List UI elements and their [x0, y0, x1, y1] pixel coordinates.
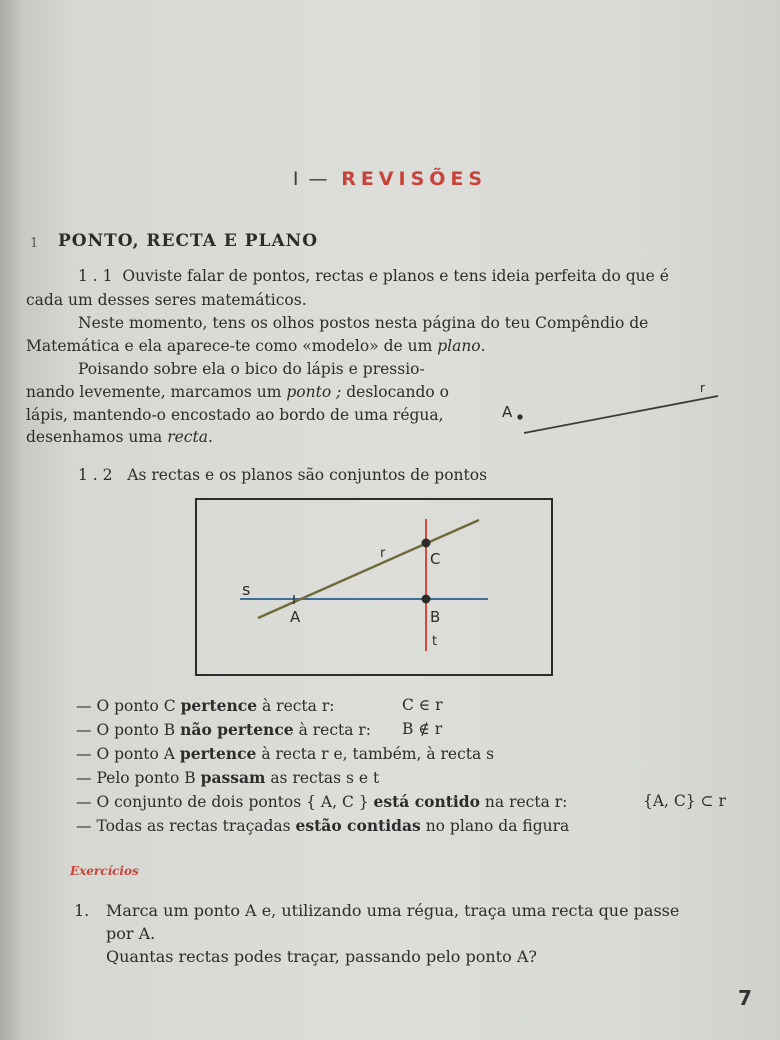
statement-dash: — [76, 745, 92, 763]
statement-item [76, 792, 567, 811]
chapter-number: I — [292, 168, 330, 190]
line-r [258, 520, 479, 618]
p11-line8 [26, 426, 213, 448]
point-C [422, 539, 431, 548]
statement-math: B ∉ r [402, 720, 443, 738]
exercise-1-line3: Quantas rectas podes traçar, passando pelo ponto A? [106, 947, 537, 966]
p11-line4 [26, 335, 486, 357]
statement-bold: pertence [180, 696, 258, 715]
statement-dash: — [76, 769, 92, 787]
statement-item [76, 696, 334, 715]
statement-text: Todas as rectas traçadas [96, 817, 296, 835]
chapter-heading [0, 168, 780, 190]
statement-text: O ponto B [96, 721, 181, 739]
p11-line8-text: desenhamos uma [26, 428, 168, 446]
statement-text: O ponto A [96, 745, 180, 763]
p11-line4-end: . [480, 337, 486, 355]
p12-line [78, 464, 487, 486]
label-A: A [290, 608, 301, 626]
statement-text-end: na recta r: [480, 793, 568, 811]
p11-line8-end: . [207, 428, 213, 446]
statement-dash: — [76, 697, 92, 715]
p11-line6 [26, 381, 449, 403]
section-title: PONTO, RECTA E PLANO [58, 231, 319, 251]
fig1-line-r [524, 396, 718, 433]
label-t: t [432, 634, 438, 649]
statement-dash: — [76, 721, 92, 739]
p11-text-1: Ouviste falar de pontos, rectas e planos e tens ideia perfeita do que é [122, 267, 669, 285]
statement-text-end: à recta r: [257, 697, 335, 715]
statement-text: Pelo ponto B [96, 769, 201, 787]
statement-item [76, 816, 569, 835]
statement-item [76, 768, 379, 787]
statement-text-end: à recta r: [293, 721, 372, 739]
p11-line8-italic: recta [167, 428, 208, 446]
label-r: r [380, 546, 386, 561]
exercise-1-number: 1. [74, 901, 90, 920]
p11-line6-end: deslocando o [341, 383, 449, 401]
p11-line5: Poisando sobre ela o bico do lápis e pressio- [78, 360, 425, 378]
figure-plane [194, 497, 556, 679]
p12-text: As rectas e os planos são conjuntos de pontos [127, 466, 488, 484]
statement-math: C ∈ r [402, 696, 443, 714]
label-s: s [242, 580, 251, 599]
point-B [422, 595, 431, 604]
statement-bold: estão contidas [295, 816, 421, 835]
exercise-1-line2: por A. [106, 924, 156, 943]
p11-line6-italic: ponto ; [286, 383, 342, 401]
statement-text-end: no plano da figura [420, 817, 570, 835]
p11-line4-italic: plano [437, 337, 481, 355]
p12-number: 1 . 2 [78, 466, 113, 484]
p11-line3: Neste momento, tens os olhos postos nesta página do teu Compêndio de [78, 314, 649, 332]
statement-text-end: as rectas s e t [265, 769, 380, 787]
statement-bold: passam [200, 768, 266, 787]
p11-line6-text: nando levemente, marcamos um [26, 383, 287, 401]
statement-item [76, 744, 494, 763]
figure-point-line [490, 375, 730, 445]
fig1-line-label: r [700, 381, 705, 395]
fig1-point-A [517, 414, 522, 419]
p11-line4-text: Matemática e ela aparece-te como «modelo» de um [26, 337, 438, 355]
chapter-title: REVISÕES [341, 168, 488, 190]
statement-item [76, 720, 371, 739]
page-number: 7 [738, 986, 752, 1010]
statement-text-end: à recta r e, também, à recta s [256, 745, 495, 763]
statement-dash: — [76, 817, 92, 835]
statement-dash: — [76, 793, 92, 811]
section-number: 1 [30, 236, 39, 251]
fig1-point-label: A [502, 403, 513, 421]
label-C: C [430, 550, 441, 568]
statement-bold: pertence [179, 744, 257, 763]
exercise-1-line1: Marca um ponto A e, utilizando uma régua, traça uma recta que passe [106, 901, 680, 920]
p11-line1 [78, 265, 669, 287]
statement-math: {A, C} ⊂ r [643, 792, 726, 810]
statement-text: O ponto C [96, 697, 181, 715]
statement-bold: não pertence [180, 720, 294, 739]
exercises-title: Exercícios [70, 864, 139, 878]
p11-line2: cada um desses seres matemáticos. [26, 291, 307, 309]
statement-text: O conjunto de dois pontos { A, C } [96, 793, 374, 811]
p11-line7: lápis, mantendo-o encostado ao bordo de uma régua, [26, 406, 444, 424]
label-B: B [430, 608, 441, 626]
p11-number: 1 . 1 [78, 267, 113, 285]
statement-bold: está contido [373, 792, 480, 811]
